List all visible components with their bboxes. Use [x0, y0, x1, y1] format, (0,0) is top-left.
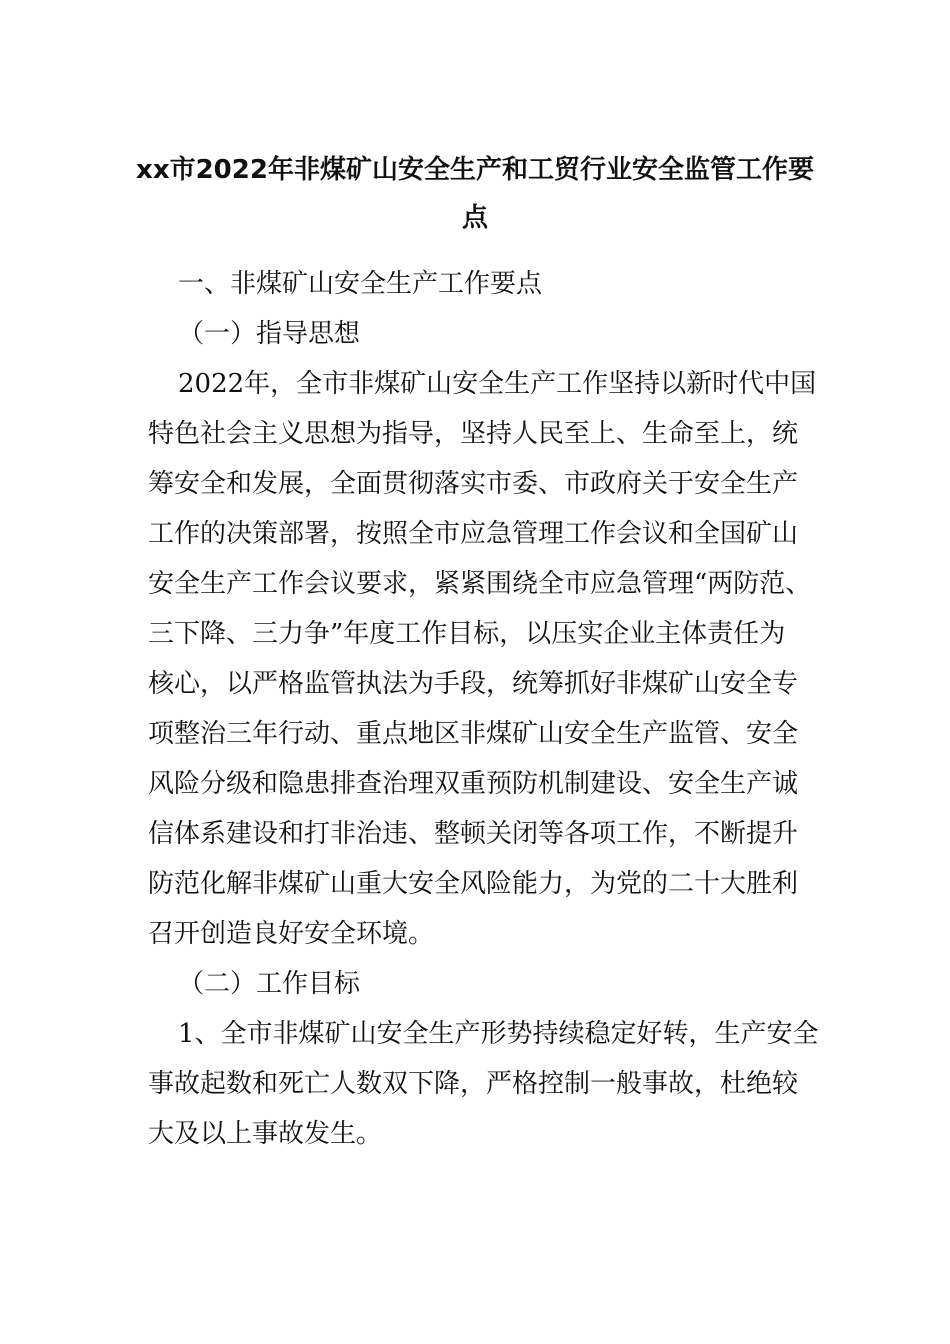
paragraph-1-line: 工作的决策部署，按照全市应急管理工作会议和全国矿山 — [148, 519, 799, 549]
paragraph-1-line: 防范化解非煤矿山重大安全风险能力，为党的二十大胜利 — [148, 869, 799, 899]
title-line-1: xx市2022年非煤矿山安全生产和工贸行业安全监管工作要 — [136, 155, 814, 185]
paragraph-1-line: 风险分级和隐患排查治理双重预防机制建设、安全生产诚 — [148, 769, 799, 799]
paragraph-1-line: 安全生产工作会议要求，紧紧围绕全市应急管理“两防范、 — [148, 569, 812, 599]
subsection-heading-1: （一）指导思想 — [178, 319, 361, 349]
document-title — [120, 146, 830, 242]
paragraph-1-line: 信体系建设和打非治违、整顿关闭等各项工作，不断提升 — [148, 819, 799, 849]
paragraph-1-line: 项整治三年行动、重点地区非煤矿山安全生产监管、安全 — [148, 719, 799, 749]
paragraph-1-line: 筹安全和发展，全面贯彻落实市委、市政府关于安全生产 — [148, 469, 799, 499]
paragraph-2-line: 事故起数和死亡人数双下降，严格控制一般事故，杜绝较 — [148, 1069, 799, 1099]
title-line-2: 点 — [461, 203, 488, 233]
paragraph-1-line: 召开创造良好安全环境。 — [148, 919, 435, 949]
paragraph-1-line: 特色社会主义思想为指导，坚持人民至上、生命至上，统 — [148, 419, 799, 449]
section-heading-1: 一、非煤矿山安全生产工作要点 — [178, 269, 543, 299]
paragraph-2-line: 1、全市非煤矿山安全生产形势持续稳定好转，生产安全 — [178, 1019, 819, 1049]
paragraph-1-line: 三下降、三力争”年度工作目标，以压实企业主体责任为 — [148, 619, 786, 649]
paragraph-1-line: 核心，以严格监管执法为手段，统筹抓好非煤矿山安全专 — [148, 669, 799, 699]
paragraph-1-line: 2022年，全市非煤矿山安全生产工作坚持以新时代中国 — [178, 369, 817, 399]
paragraph-2-line: 大及以上事故发生。 — [148, 1119, 383, 1149]
subsection-heading-2: （二）工作目标 — [178, 969, 361, 999]
